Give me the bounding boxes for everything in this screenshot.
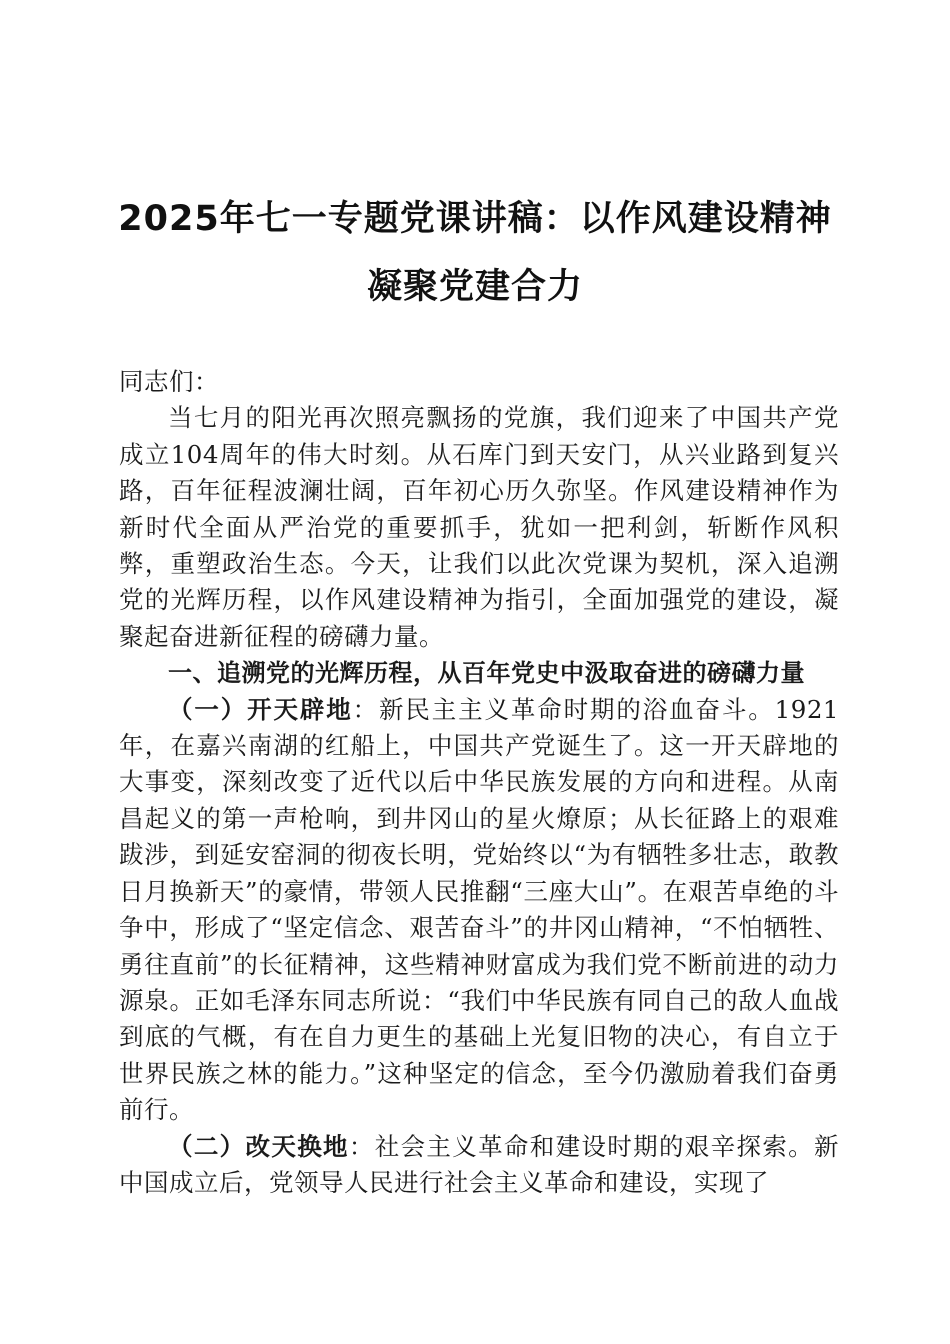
salutation: 同志们：: [119, 367, 219, 396]
subsection-1-text: ：新民主主义革命时期的浴血奋斗。1921年，在嘉兴南湖的红船上，中国共产党诞生了。这一开天辟地的大事变，深刻改变了近代以后中华民族发展的方向和进程。从南昌起义的第一声枪响，到井冈山的星火燎原；从长征路上的艰难跋涉，到延安窑洞的彻夜长明，党始终以“为有牺牲多壮志，敢教日月换新天”的豪情，带领人民推翻“三座大山”。在艰苦卓绝的斗争中，形成了“坚定信念、艰苦奋斗”的井冈山精神，“不怕牺牲、勇往直前”的长征精神，这些精神财富成为我们党不断前进的动力源泉。正如毛泽东同志所说：“我们中华民族有同自己的敌人血战到底的气概，有在自力更生的基础上光复旧物的决心，有自立于世界民族之林的能力。”这种坚定的信念，至今仍激励着我们奋勇前行。: [119, 694, 840, 1125]
subsection-2-label: （二）改天换地: [168, 1131, 349, 1161]
intro-paragraph: 当七月的阳光再次照亮飘扬的党旗，我们迎来了中国共产党成立104周年的伟大时刻。从石库门到天安门，从兴业路到复兴路，百年征程波澜壮阔，百年初心历久弥坚。作风建设精神作为新时代全面从严治党的重要抓手，犹如一把利剑，斩断作风积弊，重塑政治生态。今天，让我们以此次党课为契机，深入追溯党的光辉历程，以作风建设精神为指引，全面加强党的建设，凝聚起奋进新征程的磅礴力量。: [119, 403, 839, 651]
document-body: [119, 364, 839, 1201]
subsection-2-text: ：社会主义革命和建设时期的艰辛探索。新中国成立后，党领导人民进行社会主义革命和建设，实现了: [119, 1131, 840, 1197]
document-title-line-1: 2025年七一专题党课讲稿：以作风建设精神: [118, 199, 832, 239]
document-title-line-2: 凝聚党建合力: [366, 267, 583, 307]
subsection-2-paragraph: [119, 1129, 839, 1202]
subsection-1-paragraph: [119, 692, 839, 1129]
subsection-1-label: （一）开天辟地: [168, 694, 353, 724]
section-1-heading: 一、追溯党的光辉历程，从百年党史中汲取奋进的磅礴力量: [168, 659, 805, 688]
